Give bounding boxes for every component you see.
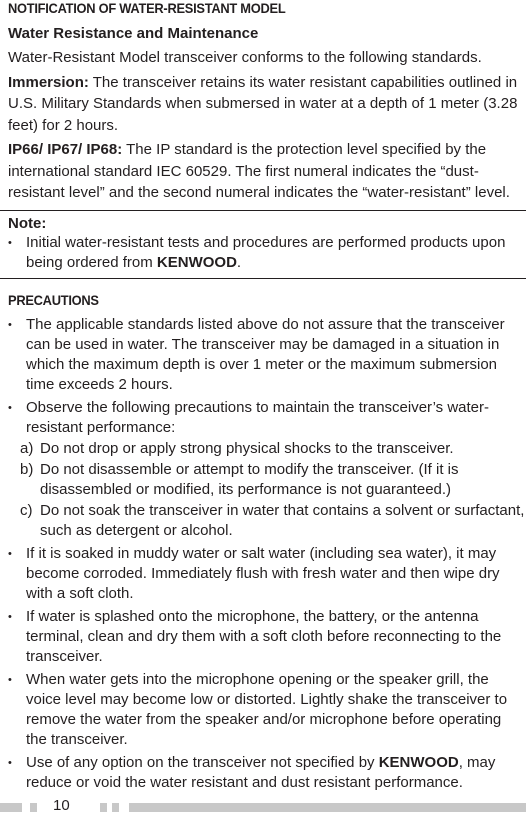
ip-paragraph xyxy=(8,139,526,204)
note-title: Note: xyxy=(8,214,47,232)
sub-text-b: Do not disassemble or attempt to modify the transceiver. (If it is disassembled or modified, its performance is not guaranteed.) xyxy=(40,460,459,498)
note-item xyxy=(8,233,526,273)
footer-bar-left xyxy=(0,803,22,812)
sub-label-a: a) xyxy=(20,439,34,457)
immersion-text: The transceiver retains its water resistant capabilities outlined in U.S. Military Standards when submersed in water at a depth of 1 meter (3.28 feet) for 2 hours. xyxy=(8,73,518,134)
immersion-label: Immersion: xyxy=(8,73,89,91)
item6-post: , may reduce or void the water resistant and dust resistant performance. xyxy=(26,753,496,791)
item6-brand: KENWOOD xyxy=(378,753,459,771)
note-text: Initial water-resistant tests and procedures are performed products upon being ordered from xyxy=(26,233,506,271)
list-item xyxy=(8,753,526,793)
sub-item-b xyxy=(8,460,526,500)
list-item: • If it is soaked in muddy water or salt water (including sea water), it may become corroded. Immediately flush with fresh water and then wipe dry with a soft cloth. xyxy=(8,544,526,604)
subheading: Water Resistance and Maintenance xyxy=(8,25,259,42)
page-footer xyxy=(0,797,526,815)
note-box xyxy=(8,210,526,279)
sub-label-c: c) xyxy=(20,501,33,519)
list-item: • If water is splashed onto the microphone, the battery, or the antenna terminal, clean and dry them with a soft cloth before reconnecting to the transceiver. xyxy=(8,607,526,667)
sub-item-c xyxy=(8,501,526,541)
note-brand: KENWOOD xyxy=(156,253,237,271)
footer-bar-tick-3 xyxy=(112,803,119,812)
footer-bar-tick xyxy=(30,803,37,812)
footer-bar-tick-2 xyxy=(100,803,107,812)
sub-label-b: b) xyxy=(20,460,34,478)
sub-item-a xyxy=(8,439,526,459)
immersion-paragraph xyxy=(8,72,526,137)
section-title: NOTIFICATION OF WATER-RESISTANT MODEL xyxy=(8,0,286,16)
list-item: • The applicable standards listed above do not assure that the transceiver can be used in water. The transceiver may be damaged in a situation in which the maximum depth is over 1 meter or the maximum submersion time exceeds 2 hours. xyxy=(8,315,526,395)
list-item: • Observe the following precautions to maintain the transceiver’s water-resistant performance: xyxy=(8,398,526,438)
page-number: 10 xyxy=(53,797,70,814)
ip-text: The IP standard is the protection level specified by the international standard IEC 60529. The first numeral indicates the “dust-resistant level” and the second numeral indicates the “water-resistant” level. xyxy=(8,141,510,201)
footer-bar-right xyxy=(129,803,526,812)
list-item: • When water gets into the microphone opening or the speaker grill, the voice level may become low or distorted. Lightly shake the transceiver to remove the water from the speaker and/or microphone before operating the transceiver. xyxy=(8,670,526,750)
note-bottom-rule xyxy=(0,278,526,279)
item6-pre: Use of any option on the transceiver not specified by xyxy=(26,753,379,771)
intro-paragraph: Water-Resistant Model transceiver conforms to the following standards. xyxy=(8,49,482,66)
precautions-list xyxy=(8,315,526,793)
sub-text-c: Do not soak the transceiver in water that contains a solvent or surfactant, such as detergent or alcohol. xyxy=(40,501,525,539)
sub-text-a: Do not drop or apply strong physical shocks to the transceiver. xyxy=(40,439,454,457)
note-end: . xyxy=(236,253,242,271)
precautions-title: PRECAUTIONS xyxy=(8,291,99,308)
ip-label: IP66/ IP67/ IP68: xyxy=(8,141,123,158)
